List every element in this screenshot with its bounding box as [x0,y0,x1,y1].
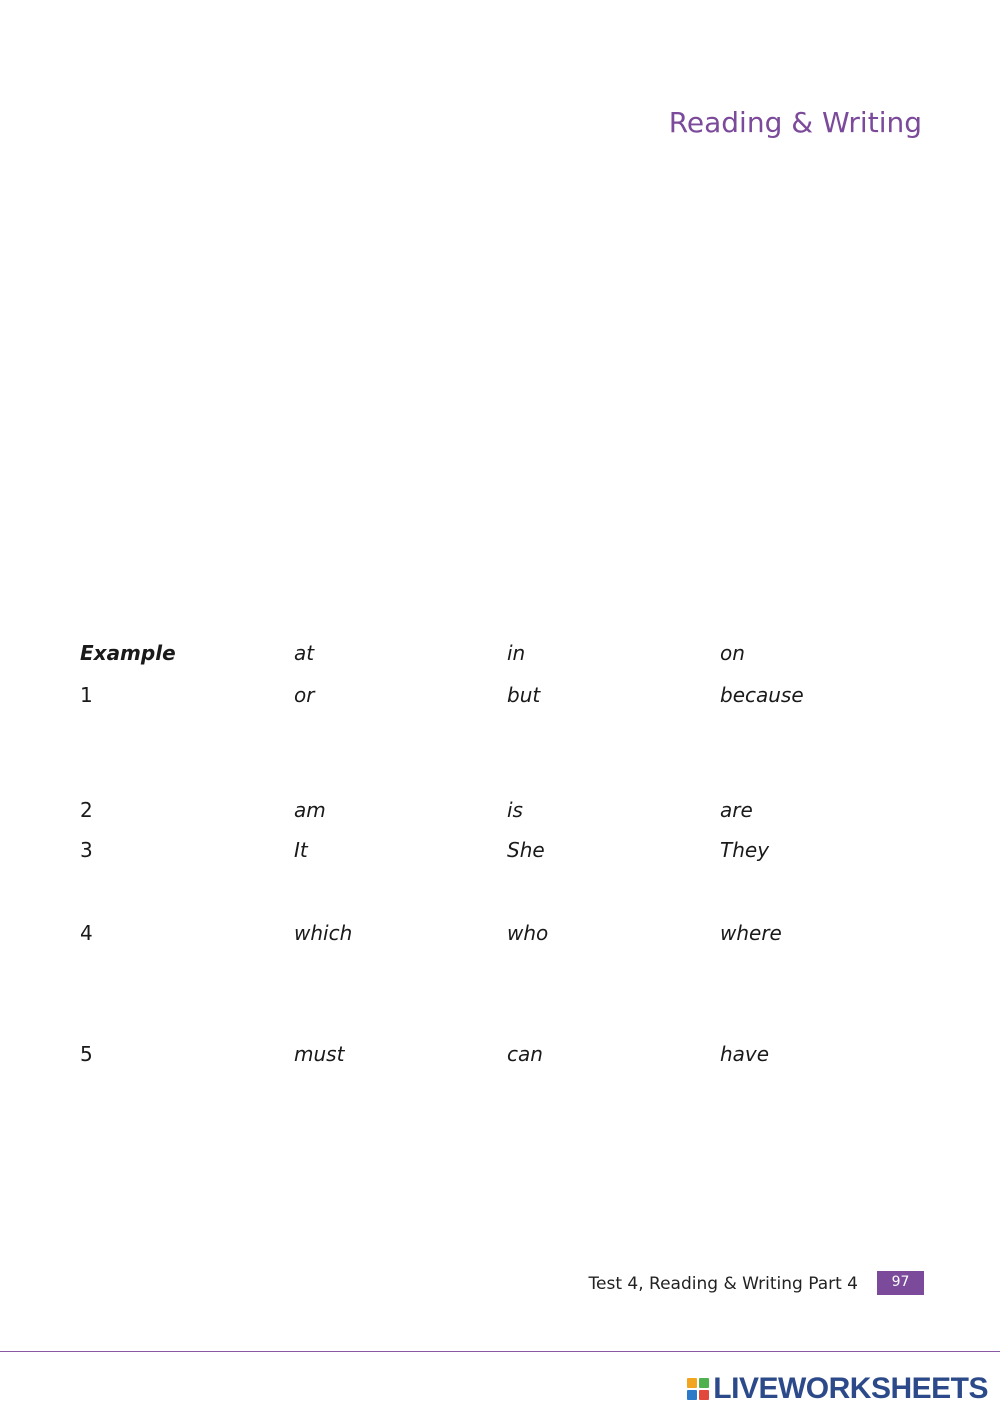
option-b: in [507,641,526,665]
option-c: are [720,798,753,822]
option-a: must [294,1042,345,1066]
logo-square-red [699,1390,709,1400]
question-row-2 [80,795,940,825]
logo-square-green [699,1378,709,1388]
row-label: 1 [80,683,93,707]
row-label: Example [80,641,176,665]
example-row [80,638,940,668]
option-b: She [507,838,545,862]
question-row-3 [80,835,940,865]
liveworksheets-watermark [687,1372,988,1406]
footer-divider [0,1351,1000,1352]
option-c: They [720,838,770,862]
option-a: at [294,641,315,665]
option-b: but [507,683,541,707]
option-a: It [294,838,308,862]
liveworksheets-logo-icon [687,1378,709,1400]
option-b: can [507,1042,543,1066]
logo-square-orange [687,1378,697,1388]
option-c: because [720,683,804,707]
row-label: 5 [80,1042,93,1066]
footer-caption: Test 4, Reading & Writing Part 4 [588,1274,858,1294]
row-label: 2 [80,798,93,822]
row-label: 4 [80,921,93,945]
question-row-5 [80,1039,940,1069]
page-number-badge: 97 [877,1271,924,1295]
row-label: 3 [80,838,93,862]
option-b: who [507,921,549,945]
logo-square-blue [687,1390,697,1400]
option-a: am [294,798,326,822]
option-a: or [294,683,315,707]
question-row-4 [80,918,940,948]
section-title: Reading & Writing [668,106,922,139]
option-b: is [507,798,523,822]
option-c: have [720,1042,770,1066]
option-c: where [720,921,782,945]
brand-name: LIVEWORKSHEETS [713,1372,988,1405]
option-a: which [294,921,353,945]
option-c: on [720,641,745,665]
question-row-1 [80,680,940,710]
